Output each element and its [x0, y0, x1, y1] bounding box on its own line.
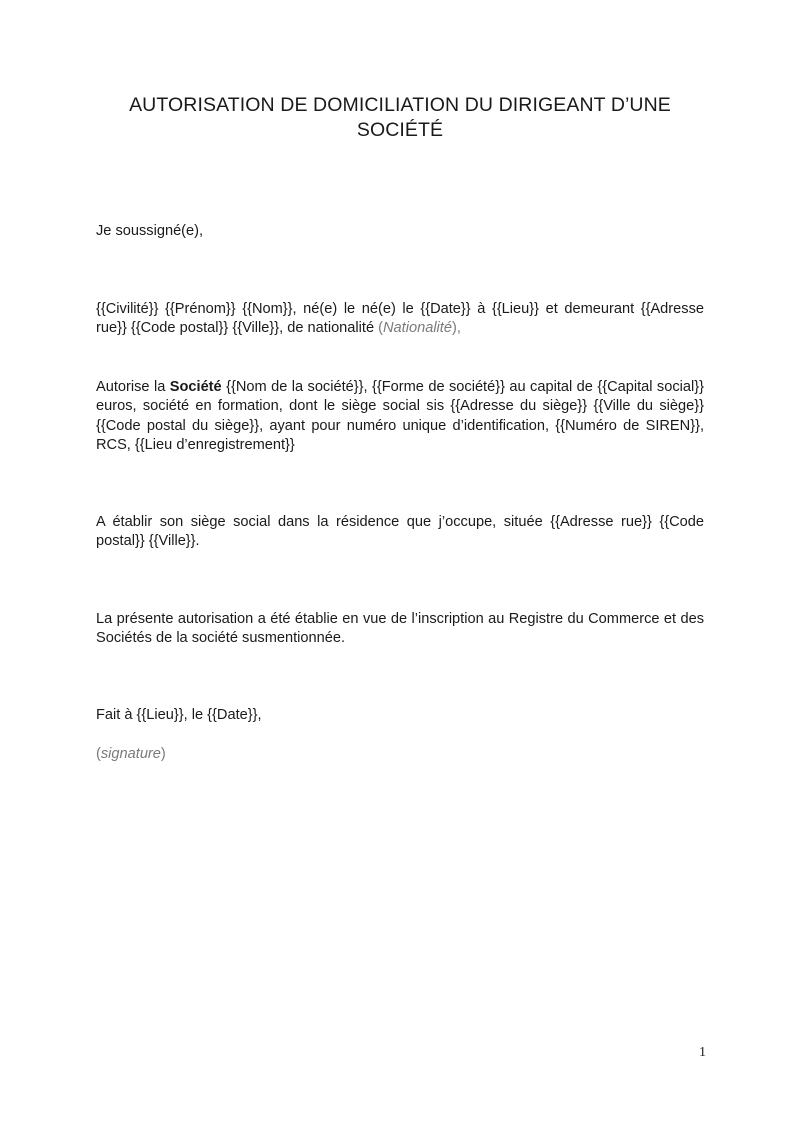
signature-line	[96, 745, 704, 764]
page-number: 1	[699, 1045, 706, 1060]
company-word: Société	[169, 379, 222, 395]
nationality-placeholder: Nationalité	[383, 320, 452, 337]
greeting-paragraph: Je soussigné(e),	[96, 223, 204, 239]
done-at-line: Fait à {{Lieu}}, le {{Date}},	[96, 707, 262, 723]
authorization-prefix: Autorise la	[96, 379, 170, 395]
authorization-rest: {{Nom de la société}}, {{Forme de société}} au capital de {{Capital social}} euros, société en formation, dont le siège social sis {{Adresse du siège}} {{Ville du siège}} {{Code postal du siège}}, ayant pour numéro unique d’identification, {{Numéro de SIREN}}, RCS, {{Lieu d’enregistrement}}	[96, 379, 704, 453]
identity-paragraph	[96, 300, 704, 339]
establish-paragraph: A établir son siège social dans la résidence que j’occupe, située {{Adresse rue}} {{Code postal}} {{Ville}}.	[96, 514, 704, 550]
title-line-2: SOCIÉTÉ	[356, 119, 444, 141]
nationality-close-paren: ),	[451, 320, 461, 337]
purpose-paragraph: La présente autorisation a été établie en vue de l’inscription au Registre du Commerce et des Sociétés de la société susmentionnée.	[96, 611, 704, 647]
document-title	[96, 93, 704, 143]
signature-close-paren: )	[160, 746, 166, 762]
identity-text: {{Civilité}} {{Prénom}} {{Nom}}, né(e) le né(e) le {{Date}} à {{Lieu}} et demeurant {{Adresse rue}} {{Code postal}} {{Ville}}, de nationalité	[96, 301, 704, 337]
signature-label: signature	[100, 746, 161, 762]
signature-open-paren: (	[96, 746, 101, 762]
authorization-paragraph	[96, 378, 704, 455]
title-line-1: AUTORISATION DE DOMICILIATION DU DIRIGEANT D’UNE	[129, 94, 671, 116]
nationality-open-paren: (	[378, 320, 384, 337]
